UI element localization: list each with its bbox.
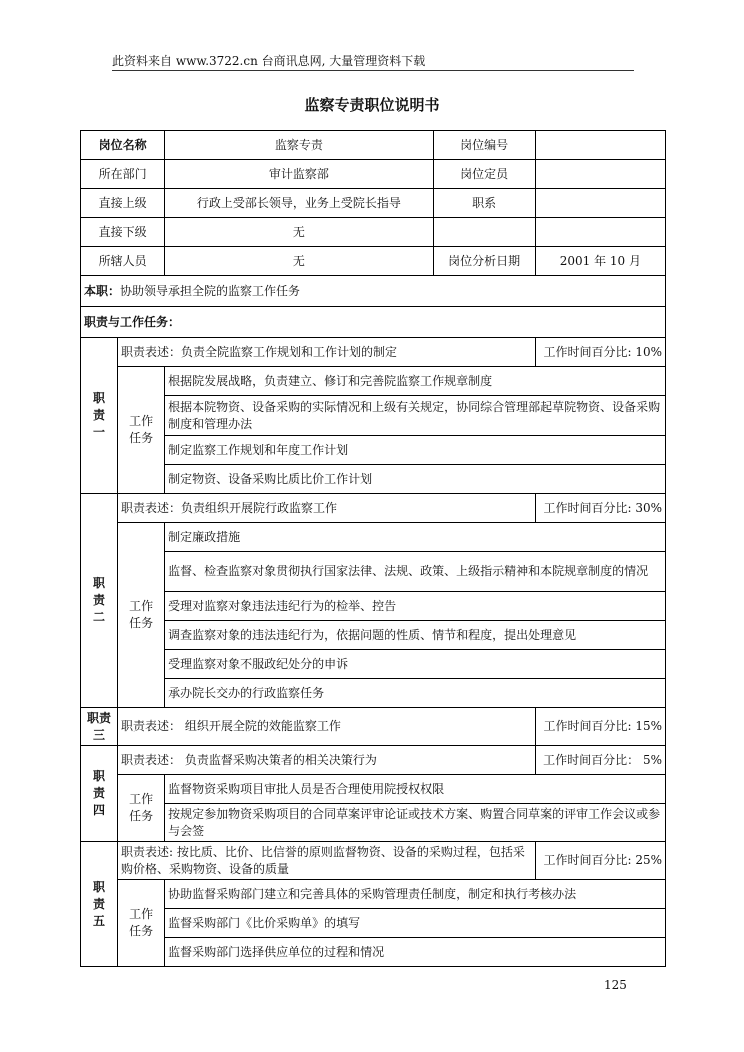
task-row [81, 367, 666, 396]
benzhi-text: 协助领导承担全院的监察工作任务 [120, 283, 301, 298]
task-item: 监督、检查监察对象贯彻执行国家法律、法规、政策、上级指示精神和本院规章制度的情况 [165, 552, 666, 592]
task-item: 受理监察对象不服政纪处分的申诉 [165, 650, 666, 679]
task-row [81, 396, 666, 436]
task-item: 根据本院物资、设备采购的实际情况和上级有关规定，协同综合管理部起草院物资、设备采购制度和管理办法 [165, 396, 666, 436]
info-value: 无 [165, 218, 433, 247]
duty-statement-row [81, 746, 666, 775]
page-number: 125 [604, 978, 627, 992]
task-row [81, 938, 666, 967]
task-item: 监督物资采购项目审批人员是否合理使用院授权权限 [165, 775, 666, 804]
info-label: 直接下级 [81, 218, 165, 247]
duty-label-text: 职 责 一 [93, 391, 106, 439]
job-description-table [80, 130, 666, 967]
document-title: 监察专责职位说明书 [304, 96, 440, 114]
benzhi-label: 本职： [84, 283, 121, 298]
work-task-label-text: 工作 任务 [129, 907, 154, 938]
duty-statement: 职责表述： 负责监督采购决策者的相关决策行为 [118, 746, 536, 775]
task-row [81, 621, 666, 650]
duty-statement-row [81, 338, 666, 367]
work-task-label-text: 工作 任务 [129, 414, 154, 445]
work-task-label [118, 775, 165, 842]
duty-label-text: 职 责 五 [93, 879, 106, 928]
work-task-label [118, 880, 165, 967]
duty-label [81, 842, 118, 967]
duty-time-percent: 工作时间百分比: 25% [535, 842, 665, 880]
info-value: 行政上受部长领导，业务上受院长指导 [165, 189, 433, 218]
duty-label-text: 职 责 二 [93, 576, 106, 624]
task-row [81, 804, 666, 842]
info-value: 2001 年 10 月 [535, 247, 665, 276]
duty-time-percent: 工作时间百分比： 5% [535, 746, 665, 775]
duty-label [81, 494, 118, 708]
page-header [112, 48, 634, 71]
task-row [81, 552, 666, 592]
duty-statement-row [81, 708, 666, 746]
benzhi-row [81, 276, 666, 307]
task-row [81, 775, 666, 804]
task-row [81, 679, 666, 708]
duty-label [81, 708, 118, 746]
task-item: 承办院长交办的行政监察任务 [165, 679, 666, 708]
task-row [81, 436, 666, 465]
info-value [535, 131, 665, 160]
duty-time-percent: 工作时间百分比: 15% [535, 708, 665, 746]
info-label: 岗位编号 [433, 131, 535, 160]
duty-statement: 职责表述：负责全院监察工作规划和工作计划的制定 [118, 338, 536, 367]
info-label: 岗位分析日期 [433, 247, 535, 276]
info-value [535, 189, 665, 218]
duty-statement: 职责表述： 组织开展全院的效能监察工作 [118, 708, 536, 746]
task-row [81, 909, 666, 938]
task-row [81, 523, 666, 552]
info-value: 监察专责 [165, 131, 433, 160]
task-item: 协助监督采购部门建立和完善具体的采购管理责任制度，制定和执行考核办法 [165, 880, 666, 909]
info-value [535, 160, 665, 189]
task-item: 监督采购部门选择供应单位的过程和情况 [165, 938, 666, 967]
info-label: 所辖人员 [81, 247, 165, 276]
benzhi-cell [81, 276, 666, 307]
duty-statement: 职责表述：负责组织开展院行政监察工作 [118, 494, 536, 523]
info-value: 无 [165, 247, 433, 276]
duty-label [81, 338, 118, 494]
info-row [81, 160, 666, 189]
task-item: 制定物资、设备采购比质比价工作计划 [165, 465, 666, 494]
task-item: 按规定参加物资采购项目的合同草案评审论证或技术方案、购置合同草案的评审工作会议或参与会签 [165, 804, 666, 842]
work-task-label [118, 367, 165, 494]
info-value: 审计监察部 [165, 160, 433, 189]
info-row [81, 189, 666, 218]
work-task-label-text: 工作 任务 [129, 792, 154, 823]
duties-header-row [81, 307, 666, 338]
info-label: 所在部门 [81, 160, 165, 189]
task-item: 制定监察工作规划和年度工作计划 [165, 436, 666, 465]
task-item: 调查监察对象的违法违纪行为，依据问题的性质、情节和程度，提出处理意见 [165, 621, 666, 650]
task-row [81, 465, 666, 494]
task-item: 受理对监察对象违法违纪行为的检举、控告 [165, 592, 666, 621]
info-value [535, 218, 665, 247]
duty-statement: 职责表述: 按比质、比价、比信誉的原则监督物资、设备的采购过程，包括采购价格、采购物资、设备的质量 [118, 842, 536, 880]
work-task-label-text: 工作 任务 [129, 599, 154, 630]
task-item: 制定廉政措施 [165, 523, 666, 552]
duty-time-percent: 工作时间百分比: 10% [535, 338, 665, 367]
info-label: 岗位定员 [433, 160, 535, 189]
info-label: 直接上级 [81, 189, 165, 218]
info-row [81, 131, 666, 160]
task-item: 监督采购部门《比价采购单》的填写 [165, 909, 666, 938]
info-label: 职系 [433, 189, 535, 218]
header-source-text: 此资料来自 www.3722.cn 台商讯息网, 大量管理资料下载 [112, 54, 426, 68]
duty-label-text: 职 责 四 [93, 769, 106, 817]
duties-header: 职责与工作任务： [81, 307, 666, 338]
info-row [81, 247, 666, 276]
duty-time-percent: 工作时间百分比: 30% [535, 494, 665, 523]
task-row [81, 880, 666, 909]
duty-label-text: 职责 三 [87, 710, 112, 742]
task-item: 根据院发展战略，负责建立、修订和完善院监察工作规章制度 [165, 367, 666, 396]
duty-statement-row [81, 842, 666, 880]
duty-statement-row [81, 494, 666, 523]
info-label: 岗位名称 [81, 131, 165, 160]
task-row [81, 650, 666, 679]
duty-label [81, 746, 118, 842]
info-row [81, 218, 666, 247]
work-task-label [118, 523, 165, 708]
task-row [81, 592, 666, 621]
info-label [433, 218, 535, 247]
